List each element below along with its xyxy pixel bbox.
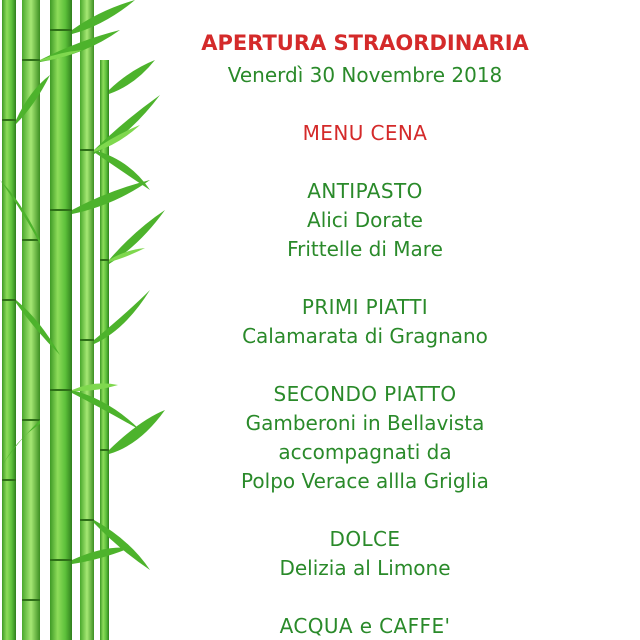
dinner-menu — [160, 0, 570, 640]
menu-item: Frittelle di Mare — [287, 237, 443, 261]
announcement-date: Venerdì 30 Novembre 2018 — [227, 63, 503, 87]
menu-item: Gamberoni in Bellavista — [245, 411, 485, 435]
menu-item: accompagnati da — [278, 440, 452, 464]
section-dolce: DOLCE — [329, 527, 401, 551]
section-primi-piatti: PRIMI PIATTI — [301, 295, 429, 319]
section-secondo-piatto: SECONDO PIATTO — [273, 382, 457, 406]
menu-item: Polpo Verace allla Griglia — [241, 469, 489, 493]
menu-item: Delizia al Limone — [279, 556, 451, 580]
section-antipasto: ANTIPASTO — [307, 179, 423, 203]
bamboo-illustration — [0, 0, 175, 640]
announcement-title: APERTURA STRAORDINARIA — [201, 31, 529, 55]
menu-heading: MENU CENA — [302, 121, 428, 145]
section-acqua-e-caffe: ACQUA e CAFFE' — [279, 614, 451, 638]
menu-item: Calamarata di Gragnano — [242, 324, 488, 348]
menu-item: Alici Dorate — [307, 208, 423, 232]
